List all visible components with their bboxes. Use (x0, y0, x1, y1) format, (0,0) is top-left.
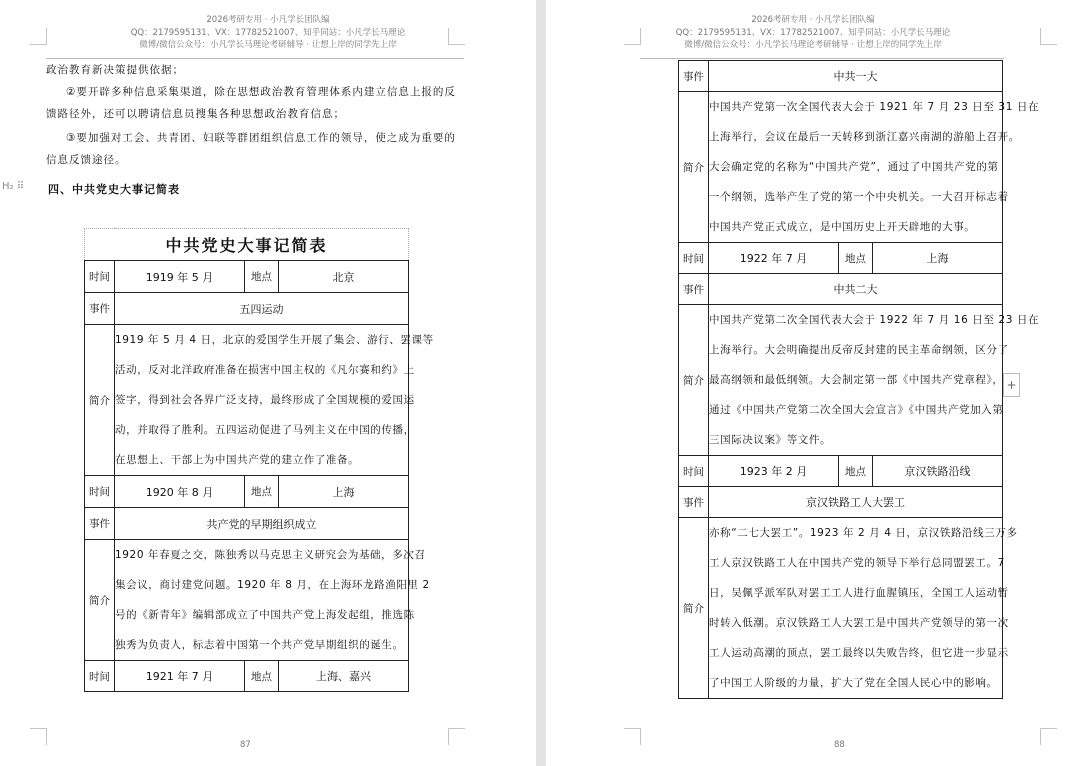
table-row (679, 243, 1003, 274)
event-place: 上海、嘉兴 (279, 661, 409, 692)
event-name: 共产党的早期组织成立 (115, 508, 409, 540)
header-line-2: QQ：2179595131、VX：17782521007、知乎同站：小凡学长马理论 (130, 27, 406, 38)
event-label: 事件 (85, 508, 115, 540)
table-row (85, 540, 409, 661)
event-time: 1922 年 7 月 (709, 243, 839, 274)
table-row (85, 508, 409, 540)
intro-line: 中国共产党第一次全国代表大会于 1921 年 7 月 23 日至 31 日在 (709, 101, 1040, 113)
body-paragraph: ③要加强对工会、共青团、妇联等群团组织信息工作的领导，使之成为重要的 (66, 132, 456, 144)
table-title-row (85, 229, 409, 261)
crop-mark (448, 728, 465, 745)
header-line-3: 微博/微信公众号：小凡学长马理论考研辅导 · 让想上岸的同学先上岸 (684, 40, 942, 50)
event-label: 事件 (679, 61, 709, 92)
intro-label: 简介 (679, 92, 709, 243)
event-time: 1920 年 8 月 (115, 476, 245, 508)
event-intro (709, 305, 1040, 456)
header-line-2: QQ：2179595131、VX：17782521007、知乎同站：小凡学长马理论 (675, 27, 951, 38)
event-label: 事件 (85, 293, 115, 325)
event-label: 事件 (679, 487, 709, 518)
intro-line: 1920 年春夏之交，陈独秀以马克思主义研究会为基础，多次召 (115, 549, 426, 561)
event-place: 北京 (279, 261, 409, 293)
table-row (679, 92, 1003, 243)
event-time: 1919 年 5 月 (115, 261, 245, 293)
table-row (85, 476, 409, 508)
crop-mark (1040, 728, 1057, 745)
page-number: 87 (240, 740, 251, 750)
event-place: 京汉铁路沿线 (873, 456, 1003, 487)
table-row (85, 261, 409, 293)
intro-label: 简介 (85, 325, 115, 476)
table-row (679, 305, 1003, 456)
time-label: 时间 (85, 476, 115, 508)
time-label: 时间 (679, 456, 709, 487)
table-row (85, 661, 409, 692)
intro-line: 日，吴佩孚派军队对罢工工人进行血腥镇压，全国工人运动暂 (709, 587, 1009, 599)
intro-line: 号的《新青年》编辑部成立了中国共产党上海发起组，推选陈 (115, 609, 415, 621)
event-intro (115, 325, 434, 476)
intro-line: 上海举行。大会明确提出反帝反封建的民主革命纲领，区分了 (709, 344, 1009, 356)
table-title: 中共党史大事记简表 (85, 229, 409, 261)
header-line-1: 2026考研专用 · 小凡学长团队编 (751, 15, 875, 25)
event-place: 上海 (873, 243, 1003, 274)
event-label: 事件 (679, 274, 709, 305)
place-label: 地点 (245, 476, 279, 508)
header-rule (640, 58, 1004, 59)
intro-line: 活动，反对北洋政府准备在损害中国主权的《凡尔赛和约》上 (115, 364, 415, 376)
table-row (85, 325, 409, 476)
event-time: 1921 年 7 月 (115, 661, 245, 692)
event-place: 上海 (279, 476, 409, 508)
event-time: 1923 年 2 月 (709, 456, 839, 487)
table-row (679, 518, 1003, 699)
crop-mark (1040, 28, 1057, 45)
events-table-p87 (84, 228, 434, 692)
crop-mark (30, 728, 47, 745)
intro-line: 中国共产党正式成立，是中国历史上开天辟地的大事。 (709, 221, 976, 233)
event-name: 五四运动 (115, 293, 409, 325)
time-label: 时间 (679, 243, 709, 274)
intro-label: 简介 (679, 518, 709, 699)
table-row (679, 61, 1003, 92)
events-table-p88 (678, 60, 1040, 699)
time-label: 时间 (85, 661, 115, 692)
intro-line: 亦称“二七大罢工”。1923 年 2 月 4 日，京汉铁路沿线三万多 (709, 527, 1018, 539)
intro-line: 动，并取得了胜利。五四运动促进了马列主义在中国的传播， (115, 424, 415, 436)
intro-line: 工人运动高潮的顶点，罢工最终以失败告终，但它进一步显示 (709, 647, 1009, 659)
event-intro (709, 92, 1040, 243)
table-row (679, 274, 1003, 305)
event-intro (115, 540, 430, 661)
time-label: 时间 (85, 261, 115, 293)
intro-line: 了中国工人阶级的力量，扩大了党在全国人民心中的影响。 (709, 677, 998, 689)
place-label: 地点 (839, 456, 873, 487)
intro-line: 1919 年 5 月 4 日，北京的爱国学生开展了集会、游行、罢课等 (115, 334, 434, 346)
intro-line: 一个纲领，选举产生了党的第一个中央机关。一大召开标志着 (709, 191, 1009, 203)
intro-line: 独秀为负责人，标志着中国第一个共产党早期组织的诞生。 (115, 639, 404, 651)
add-block-button[interactable]: + (1003, 373, 1020, 397)
crop-mark (30, 28, 47, 45)
intro-line: 中国共产党第二次全国代表大会于 1922 年 7 月 16 日至 23 日在 (709, 314, 1040, 326)
document-page-87 (0, 0, 536, 766)
body-paragraph: 馈路径外，还可以聘请信息员搜集各种思想政治教育信息； (46, 108, 345, 120)
table-row (679, 487, 1003, 518)
body-paragraph: 政治教育新决策提供依据； (46, 64, 184, 76)
intro-line: 大会确定党的名称为“中国共产党”，通过了中国共产党的第 (709, 161, 999, 173)
page-number: 88 (834, 740, 845, 750)
header-line-1: 2026考研专用 · 小凡学长团队编 (206, 15, 330, 25)
intro-line: 在思想上、干部上为中国共产党的建立作了准备。 (115, 454, 360, 466)
intro-line: 集会议，商讨建党问题。1920 年 8 月，在上海环龙路渔阳里 2 (115, 579, 430, 591)
crop-mark (624, 28, 641, 45)
table-row (85, 293, 409, 325)
event-intro (709, 518, 1018, 699)
intro-line: 通过《中国共产党第二次全国大会宣言》《中国共产党加入第 (709, 404, 1004, 416)
document-page-88 (546, 0, 1080, 766)
place-label: 地点 (839, 243, 873, 274)
intro-line: 上海举行，会议在最后一天转移到浙江嘉兴南湖的游船上召开。 (709, 131, 1020, 143)
place-label: 地点 (245, 661, 279, 692)
body-paragraph: 信息反馈途径。 (46, 154, 127, 166)
header-line-3: 微博/微信公众号：小凡学长马理论考研辅导 · 让想上岸的同学先上岸 (139, 40, 397, 50)
intro-line: 工人京汉铁路工人在中国共产党的领导下举行总同盟罢工。7 (709, 557, 1005, 569)
crop-mark (448, 28, 465, 45)
event-name: 中共二大 (709, 274, 1003, 305)
event-name: 京汉铁路工人大罢工 (709, 487, 1003, 518)
intro-line: 签字，得到社会各界广泛支持，最终形成了全国规模的爱国运 (115, 394, 415, 406)
intro-line: 三国际决议案》等文件。 (709, 434, 832, 446)
heading-drag-handle-icon[interactable]: H₂ ⠿ (2, 181, 25, 192)
crop-mark (624, 728, 641, 745)
table-row (679, 456, 1003, 487)
event-name: 中共一大 (709, 61, 1003, 92)
body-paragraph: ②要开辟多种信息采集渠道，除在思想政治教育管理体系内建立信息上报的反 (66, 86, 456, 98)
intro-label: 简介 (679, 305, 709, 456)
intro-label: 简介 (85, 540, 115, 661)
place-label: 地点 (245, 261, 279, 293)
intro-line: 最高纲领和最低纲领。大会制定第一部《中国共产党章程》， (709, 374, 1004, 386)
intro-line: 时转入低潮。京汉铁路工人大罢工是中国共产党领导的第一次 (709, 617, 1009, 629)
section-heading: 四、中共党史大事记简表 (48, 183, 180, 196)
